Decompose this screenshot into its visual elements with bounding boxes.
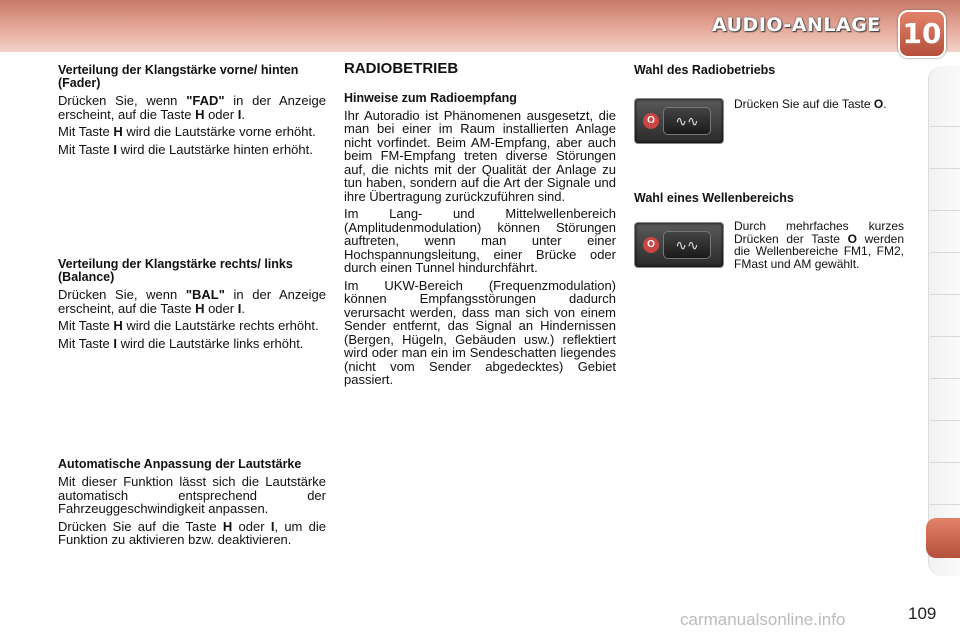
fader-paragraph: Mit Taste I wird die Lautstärke hinten erhöht. bbox=[58, 141, 313, 157]
fader-section bbox=[58, 64, 326, 160]
fader-paragraph: Drücken Sie, wenn "FAD" in der Anzeige erscheint, auf die Taste H oder I. bbox=[58, 93, 326, 122]
band-button-photo bbox=[634, 222, 724, 268]
auto-volume-paragraph: Mit dieser Funktion lässt sich die Lautstärke automatisch entsprechend der Fahrzeuggeschwindigkeit anpassen. bbox=[58, 474, 326, 516]
balance-paragraph: Mit Taste I wird die Lautstärke links erhöht. bbox=[58, 335, 304, 351]
o-label-icon: O bbox=[643, 113, 659, 129]
balance-paragraph: Mit Taste H wird die Lautstärke rechts erhöht. bbox=[58, 318, 319, 333]
radio-mode-text: Drücken Sie auf die Taste O. bbox=[734, 97, 887, 111]
sidebar-divider bbox=[930, 294, 960, 295]
band-heading-wrap bbox=[634, 192, 904, 209]
sidebar-divider bbox=[930, 252, 960, 253]
sidebar-divider bbox=[930, 504, 960, 505]
balance-heading: Verteilung der Klangstärke rechts/ links (Balance) bbox=[58, 257, 293, 284]
chapter-number-badge: 10 bbox=[898, 10, 946, 58]
fader-paragraph: Mit Taste H wird die Lautstärke vorne erhöht. bbox=[58, 124, 316, 139]
radio-button-photo bbox=[634, 98, 724, 144]
radio-mode-heading: Wahl des Radiobetriebs bbox=[634, 63, 776, 77]
page-number: 109 bbox=[908, 604, 937, 623]
radio-mode-heading-wrap bbox=[634, 64, 904, 81]
radio-section bbox=[344, 62, 616, 391]
sidebar-divider bbox=[930, 378, 960, 379]
chapter-sidebar bbox=[928, 66, 960, 576]
reception-paragraph: Im Lang- und Mittelwellenbereich (Amplitudenmodulation) können Störungen auftreten, wenn man unter einer Hochspannungsleitung, einer Brücke oder durch einen Tunnel hindurchfährt. bbox=[344, 206, 616, 275]
chapter-title: AUDIO-ANLAGE bbox=[712, 14, 881, 36]
sidebar-divider bbox=[930, 336, 960, 337]
balance-paragraph: Drücken Sie, wenn "BAL" in der Anzeige erscheint, auf die Taste H oder I. bbox=[58, 287, 326, 316]
sidebar-divider bbox=[930, 462, 960, 463]
wave-key-icon: ∿∿ bbox=[663, 231, 711, 259]
reception-paragraph: Ihr Autoradio ist Phänomenen ausgesetzt, die man bei einer im Raum installierten Anlage nicht vorfindet. Beim AM-Empfang, aber auch beim FM-Empfang treten diverse Störungen auf, die nichts mit der Qualität der Anlage zu tun haben, sondern auf die Art der Signale und ihre Übertragung zurückzuführen sind. bbox=[344, 107, 616, 204]
o-label-icon: O bbox=[643, 237, 659, 253]
reception-paragraph: Im UKW-Bereich (Frequenzmodulation) können Empfangsstörungen dadurch verursacht werden, dass man sich von einem Sender entfernt, das Signal an Hindernissen (Bergen, Hügeln, Gebäuden usw.) reflektiert wird oder man ein im Sendeschatten liegendes (nicht vom Sender abgedecktes) Gebiet passiert. bbox=[344, 277, 616, 387]
watermark: carmanualsonline.info bbox=[680, 610, 846, 629]
sidebar-divider bbox=[930, 126, 960, 127]
fader-heading: Verteilung der Klangstärke vorne/ hinten (Fader) bbox=[58, 63, 299, 90]
balance-section bbox=[58, 258, 326, 354]
reception-subheading: Hinweise zum Radioempfang bbox=[344, 90, 517, 105]
band-text: Durch mehrfaches kurzes Drücken der Taste O werden die Wellenbereiche FM1, FM2, FMast und AM gewählt. bbox=[734, 219, 904, 271]
wave-key-icon: ∿∿ bbox=[663, 107, 711, 135]
sidebar-divider bbox=[930, 420, 960, 421]
section-title: RADIOBETRIEB bbox=[344, 60, 459, 77]
auto-volume-heading: Automatische Anpassung der Lautstärke bbox=[58, 457, 302, 471]
auto-volume-section bbox=[58, 458, 326, 551]
sidebar-tab-active[interactable] bbox=[926, 518, 960, 558]
sidebar-divider bbox=[930, 210, 960, 211]
band-heading: Wahl eines Wellenbereichs bbox=[634, 191, 794, 205]
sidebar-divider bbox=[930, 168, 960, 169]
auto-volume-paragraph: Drücken Sie auf die Taste H oder I, um die Funktion zu aktivieren bzw. deaktivieren. bbox=[58, 518, 327, 547]
